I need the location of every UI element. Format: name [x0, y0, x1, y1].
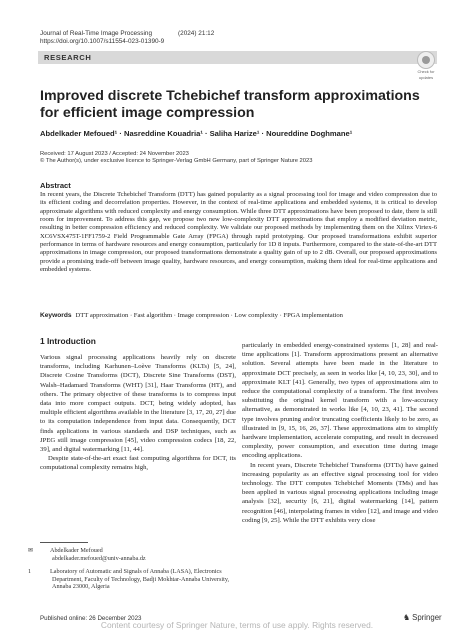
doi-link[interactable]: https://doi.org/10.1007/s11554-023-01390-9 — [40, 38, 165, 45]
journal-header — [40, 30, 214, 46]
footnotes — [28, 547, 236, 591]
copyright-line: © The Author(s), under exclusive licence to Springer-Verlag GmbH Germany, part of Springer Nature 2023 — [40, 158, 313, 165]
affiliation — [28, 568, 236, 591]
corresponding-author — [28, 547, 236, 555]
abstract-heading: Abstract — [40, 181, 71, 190]
author-email-link[interactable]: abdelkader.mefoued@univ-annaba.dz — [52, 554, 146, 562]
journal-volume: (2024) 21:12 — [178, 30, 215, 37]
keywords-label: Keywords — [40, 312, 72, 319]
corresponding-author-name: Abdelkader Mefoued — [50, 547, 103, 554]
check-updates-label-1: Check for — [417, 69, 435, 74]
affiliation-mark: 1 — [28, 568, 32, 576]
publisher-name: Springer — [412, 613, 442, 622]
footnote-divider — [40, 542, 88, 543]
section-heading-introduction: 1 Introduction — [40, 336, 96, 346]
section-label-bar — [38, 51, 437, 64]
published-online: Published online: 26 December 2023 — [40, 615, 142, 622]
check-updates-icon — [417, 51, 435, 69]
intro-paragraph-2: Despite state-of-the-art exact fast computing algorithms for DCT, its computational complexity remains high, — [40, 455, 236, 472]
intro-paragraph-1: Various signal processing applications heavily rely on discrete transforms, including Karhunen–Loève Transforms (KLTs) [5, 24], Discrete Cosine Transforms (DCT), Discrete Sine Transforms (DST), Walsh–Hadamard Transforms (WHT) [31], Haar Transforms (HT), and others. The primary objective of these transforms is to compress input data into more compact outputs. DCT, being widely adopted, has multiple efficient algorithms available in the literature [3, 17, 20, 27] due to its computation independence from input data. Consequently, DCT finds applications in various standards and DSP techniques, such as JPEG still image compression [45], video compression codecs [18, 22, 39], and digital watermarking [11, 44]. — [40, 354, 236, 454]
check-for-updates-button[interactable] — [412, 51, 440, 81]
courtesy-notice: Content courtesy of Springer Nature, terms of use apply. Rights reserved. — [100, 620, 374, 630]
section-label: RESEARCH — [44, 53, 92, 62]
intro-paragraph-4: In recent years, Discrete Tchebichef Transforms (DTTs) have gained increasing popularity as an effective signal processing tool for video technology. The DTT computes Tchebichef Moments (TMs) and has been applied in various signal processing applications including image analysis [32], security [6, 21], digital watermarking [14], pattern recognition [46], interpolating frames in video [12], and image and video coding [9, 25]. While the DTT exhibits very close — [242, 461, 438, 524]
received-accepted: Received: 17 August 2023 / Accepted: 24 November 2023 — [40, 151, 189, 157]
paper-title: Improved discrete Tchebichef transform approximations for efficient image compression — [40, 88, 420, 121]
abstract-text: In recent years, the Discrete Tchebichef Transform (DTT) has gained popularity as a signal processing tool for image and video compression due to its efficient coding and decorrelation properties. However, in the context of real-time applications and embedded systems, it is critical to develop approximate algorithms with reduced complexity and energy consumption. While three DTT approximations have been proposed to date, there is still room for improvement. To address this gap, we propose two new low-complexity DTT approximations that employ a modified deviation metric, resulting in better compression efficiency and reduced complexity. We validate our proposed methods by implementing them on the Xilinx Virtex-6 XC6VSX475T-1FF1759-2 Field Programmable Gate Array (FPGA) through rapid prototyping. Our proposed transformations exhibit superior performance in terms of hardware resources and energy consumption, particularly for 1D 8 inputs. Furthermore, compared to the state-of-the-art DTT approximations in image compression, our proposed transformations demonstrate a quality gain of up to 2 dB. Overall, our proposed approximations provide a promising trade-off between image quality, hardware resources, and energy consumption, making them ideal for real-time applications and embedded systems. — [40, 191, 437, 274]
keywords-text: DTT approximation · Fast algorithm · Image compression · Low complexity · FPGA implementation — [75, 312, 343, 319]
right-column — [242, 341, 438, 525]
keywords — [40, 312, 440, 319]
springer-horse-icon: ♞ — [403, 613, 410, 622]
author-list: Abdelkader Mefoued¹ · Nasreddine Kouadria¹ · Saliha Harize¹ · Noureddine Doghmane¹ — [40, 129, 353, 138]
journal-name: Journal of Real-Time Image Processing — [40, 30, 153, 37]
left-column — [40, 353, 236, 473]
check-updates-label-2: updates — [418, 74, 434, 80]
envelope-icon: ✉ — [28, 547, 34, 554]
affiliation-text: Laboratory of Automatic and Signals of Annaba (LASA), Electronics Department, Faculty of Technology, Badji Mokhtar-Annaba University, Annaba 23000, Algeria — [50, 568, 230, 591]
intro-paragraph-3: particularly in embedded energy-constrained systems [1, 28] and real-time applications [1]. Transform approximations present an alternative solution. Several attempts have been made in the literature to approximate DCT precisely, as seen in works like [4, 10, 23, 30], and to approximate KLT [41]. Generally, two types of approximations aim to reduce the computational complexity of a transform. The first involves substituting the original kernel transform with a low-accuracy alternative, as demonstrated in works like [4, 10, 23, 41]. The second type involves pruning and/or truncating coefficients likely to be zero, as illustrated in [9, 15, 16, 26, 37]. These approximations aim to simplify hardware implementation, accelerate computing, and result in decreased complexity, power consumption, and execution time during image encoding applications. — [242, 342, 438, 460]
publication-dates — [40, 151, 312, 166]
